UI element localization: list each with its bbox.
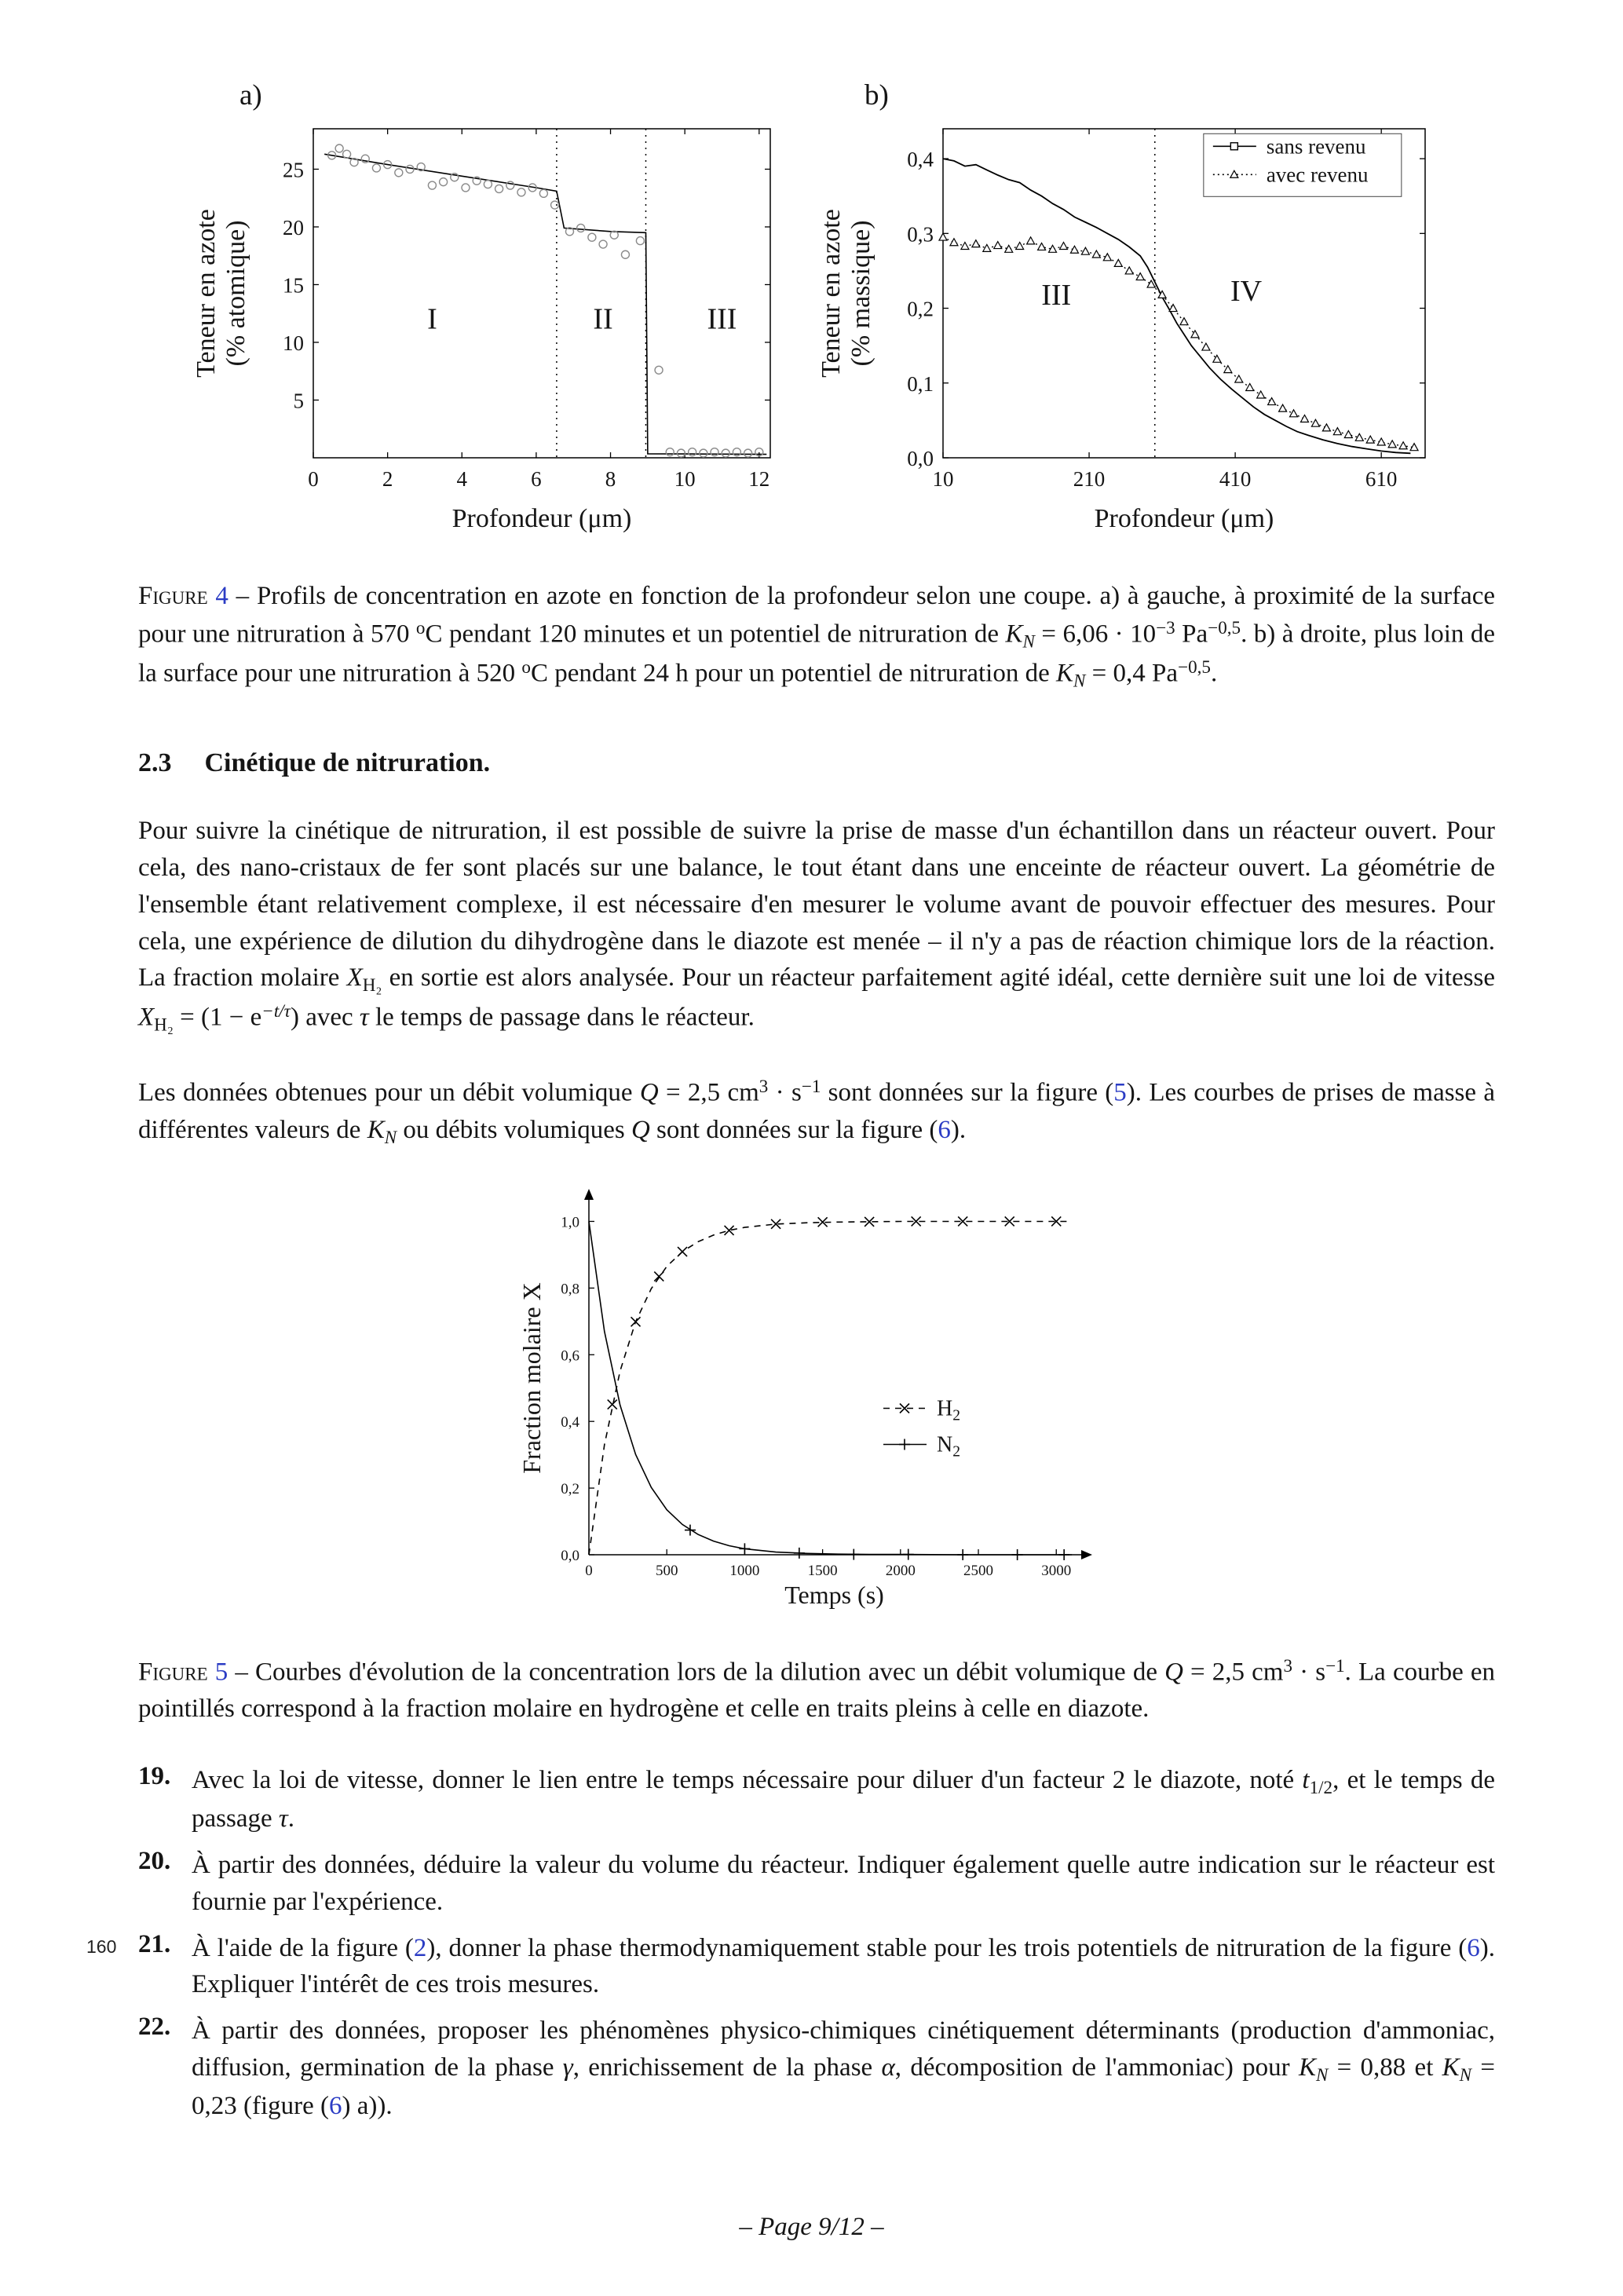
text-segment: α [881,2053,895,2082]
text-segment: K [1005,620,1023,649]
svg-text:500: 500 [655,1563,678,1580]
text-segment: = 6,06 · 10 [1034,620,1157,649]
question-text [192,1847,1495,1921]
text-segment: ) avec [290,1003,360,1032]
text-segment: Figure [138,1658,208,1687]
text-segment: – Profils de concentration en azote en fonction de la profondeur selon une coupe. a) à gauche, à proximité de la surface pour une nitruration à 570 [138,582,1496,649]
svg-text:8: 8 [605,467,616,491]
svg-text:IV: IV [1230,275,1263,309]
text-segment: γ [562,2053,573,2082]
svg-text:Profondeur (μm): Profondeur (μm) [1094,504,1274,533]
chart-svg [510,1178,1123,1618]
question-text [192,1930,1495,2004]
text-segment: o [415,616,426,638]
svg-text:0,0: 0,0 [907,447,934,470]
svg-text:0,2: 0,2 [907,297,934,321]
page-footer [0,2213,1623,2242]
svg-text:4: 4 [456,467,468,491]
text-segment: Q [1164,1658,1183,1687]
paragraph-data [138,1073,1495,1150]
svg-text:1500: 1500 [807,1563,838,1580]
text-segment: N [384,1126,397,1147]
question-22 [138,2013,1495,2124]
chart-svg [194,115,783,543]
svg-text:15: 15 [283,273,304,298]
questions-list [86,1762,1495,2124]
question-number: 19. [138,1762,171,1791]
svg-text:210: 210 [1073,467,1106,491]
text-segment: = (1 − e [173,1003,262,1032]
text-segment: C pendant 120 minutes et un potentiel de nitruration de [425,620,1006,649]
paragraph-kinetics [138,813,1495,1037]
figure4-panel-b [819,79,1439,550]
text-segment: . [287,1804,294,1834]
text-segment: Les données obtenues pour un débit volumique [138,1078,640,1107]
text-segment: −0,5 [1208,616,1241,638]
figure4-caption [138,578,1495,693]
text-segment: N [1022,631,1035,652]
svg-text:610: 610 [1365,467,1398,491]
svg-text:5: 5 [293,389,304,413]
svg-text:avec revenu: avec revenu [1266,163,1369,187]
text-segment: 3 [758,1076,769,1097]
question-21 [86,1929,1495,2004]
svg-text:1000: 1000 [729,1563,760,1580]
text-segment: ). Les courbes de prises de masse à différentes valeurs de [138,1078,1496,1144]
svg-text:Profondeur (μm): Profondeur (μm) [451,504,632,533]
text-segment: −0,5 [1178,656,1211,677]
svg-text:3000: 3000 [1041,1563,1072,1580]
text-segment: 1/2 [1309,1777,1333,1798]
text-segment: K [1056,659,1074,688]
svg-text:Teneur en azote: Teneur en azote [194,209,221,378]
text-segment: À partir des données, déduire la valeur du volume du réacteur. Indiquer également quelle autre indication sur le réacteur est fournie par l'expérience. [192,1850,1495,1916]
question-number: 20. [138,1846,171,1875]
text-segment: = 0,23 (figure ( [192,2053,1495,2120]
text-segment: sont données sur la figure ( [821,1078,1114,1107]
svg-text:0,1: 0,1 [907,371,934,396]
svg-text:20: 20 [283,215,304,239]
svg-text:10: 10 [283,331,304,355]
text-segment: o [521,656,531,677]
svg-text:0,2: 0,2 [561,1481,579,1498]
svg-text:(% massique): (% massique) [846,220,875,367]
svg-text:0,6: 0,6 [561,1347,579,1365]
text-segment: −1 [1325,1655,1345,1676]
text-segment: À l'aide de la figure ( [192,1933,414,1962]
text-segment: K [1298,2053,1316,2082]
figure4-label-b: b) [865,79,889,112]
text-segment: ). [950,1115,967,1144]
svg-text:0,4: 0,4 [561,1414,579,1431]
svg-text:10: 10 [674,467,696,491]
figure4-chart-a [194,115,783,550]
text-segment: · s [768,1078,802,1107]
text-segment: – Courbes d'évolution de la concentration lors de la dilution avec un débit volumique de [228,1658,1165,1687]
text-segment: −1 [801,1076,821,1097]
figure-ref-link[interactable]: 6 [329,2091,342,2120]
section-heading [138,748,1495,778]
text-segment: Q [631,1115,650,1144]
text-segment: , et le temps de passage [192,1766,1495,1834]
figure4-chart-b [819,115,1439,550]
figure-ref-link[interactable]: 5 [214,1658,228,1687]
text-segment: 3 [1283,1655,1293,1676]
text-segment: , enrichissement de la phase [572,2053,882,2082]
section-title: Cinétique de nitruration. [204,748,491,778]
figure-ref-link[interactable]: 5 [1113,1078,1127,1107]
chart-svg [819,115,1439,543]
section-number: 2.3 [138,748,172,778]
text-segment: . b) à droite, plus loin de la surface pour une nitruration à 520 [138,620,1495,688]
text-segment: en sortie est alors analysée. Pour un réacteur parfaitement agité idéal, cette dernière suit une loi de vitesse [382,963,1496,993]
svg-text:III: III [707,302,737,336]
text-segment: À partir des données, proposer les phénomènes physico-chimiques cinétiquement déterminants (production d'ammoniac, diffusion, germination de la phase [192,2016,1495,2082]
figure5-chart [510,1178,1123,1625]
svg-text:(% atomique): (% atomique) [221,220,250,367]
svg-text:12: 12 [748,467,770,491]
svg-text:III: III [1041,278,1072,312]
text-segment: Pa [1175,620,1208,649]
line-number: 160 [86,1936,117,1957]
svg-text:2000: 2000 [885,1563,916,1580]
svg-text:410: 410 [1219,467,1252,491]
text-segment: X [346,963,363,993]
text-segment [208,582,216,610]
svg-text:2500: 2500 [963,1563,994,1580]
text-segment: H₂ [362,974,382,996]
svg-text:2: 2 [382,467,393,491]
svg-text:0: 0 [585,1563,593,1580]
svg-text:N2: $N_2$ [937,1432,961,1461]
question-number: 21. [138,1929,171,1958]
text-segment: ) a)). [342,2091,393,2120]
text-segment: sont données sur la figure ( [649,1115,938,1144]
text-segment: −3 [1156,616,1175,638]
svg-text:10: 10 [932,467,954,491]
text-segment: N [1315,2064,1329,2086]
text-segment: ), donner la phase thermodynamiquement stable pour les trois potentiels de nitruration de la figure ( [426,1933,1468,1962]
page-footer-text: – Page 9/12 – [739,2213,884,2241]
text-segment: Q [639,1078,659,1107]
text-segment: = 2,5 cm [1183,1658,1284,1687]
svg-text:Fraction molaire X: Fraction molaire X [517,1282,546,1474]
text-segment: K [367,1115,385,1144]
figure5-caption [138,1653,1495,1727]
svg-text:25: 25 [283,158,304,182]
figure-ref-link[interactable]: 4 [215,582,228,610]
text-segment: Figure [138,582,208,610]
text-segment: . [1210,659,1218,688]
question-20 [138,1847,1495,1921]
svg-text:0: 0 [308,467,319,491]
figure4-panel-a [194,79,783,550]
text-segment [208,1658,215,1687]
text-segment: = 0,88 et [1328,2053,1442,2082]
text-segment: = 2,5 cm [658,1078,759,1107]
question-19 [138,1762,1495,1837]
text-segment: le temps de passage dans le réacteur. [368,1003,755,1032]
page-content [86,0,1496,2134]
text-segment: C pendant 24 h pour un potentiel de nitruration de [530,659,1056,688]
text-segment: N [1073,670,1086,691]
svg-text:0,8: 0,8 [561,1281,579,1298]
svg-text:I: I [427,302,437,336]
figure-ref-link[interactable]: 2 [413,1933,427,1962]
svg-text:0,4: 0,4 [907,148,934,172]
figure-ref-link[interactable]: 6 [938,1115,951,1144]
svg-text:Temps (s): Temps (s) [784,1581,884,1610]
svg-text:Teneur en azote: Teneur en azote [819,209,846,378]
svg-text:II: II [593,302,613,336]
svg-text:0,3: 0,3 [907,222,934,247]
figure4-label-a: a) [239,79,262,112]
text-segment: ). Expliquer l'intérêt de ces trois mesures. [192,1933,1495,1999]
text-segment: . La courbe en pointillés correspond à la fraction molaire en hydrogène et celle en traits pleins à celle en diazote. [138,1658,1495,1724]
text-segment: τ [359,1003,369,1032]
text-segment: , décomposition de l'ammoniac) pour [894,2053,1299,2082]
text-segment: · s [1292,1658,1326,1687]
text-segment: τ [278,1804,288,1834]
text-segment: −t/τ [261,1000,291,1022]
svg-text:H2: $H_2$ [937,1396,961,1424]
question-text [192,2013,1495,2124]
text-segment: H₂ [154,1014,174,1035]
text-segment: K [1442,2053,1460,2082]
question-text [192,1762,1495,1837]
svg-text:6: 6 [531,467,542,491]
text-segment: ou débits volumiques [397,1115,631,1144]
text-segment: N [1459,2064,1472,2086]
text-segment: t [1302,1766,1310,1795]
text-segment: = 0,4 Pa [1085,659,1179,688]
text-segment: X [138,1003,155,1032]
svg-text:0,0: 0,0 [561,1548,579,1565]
question-number: 22. [138,2013,171,2042]
text-segment: Pour suivre la cinétique de nitruration, il est possible de suivre la prise de masse d'un échantillon dans un réacteur ouvert. Pour cela, des nano-cristaux de fer sont placés sur une balance, le tout étant dans une enceinte de réacteur ouvert. La géométrie de l'ensemble étant relativement complexe, il est nécessaire d'en mesurer le volume avant de pouvoir effectuer des mesures. Pour cela, une expérience de dilution du dihydrogène dans le diazote est menée – il n'y a pas de réaction chimique lors de la réaction. La fraction molaire [138,817,1495,993]
figure4 [138,79,1495,550]
svg-text:1,0: 1,0 [561,1214,579,1231]
svg-text:sans revenu: sans revenu [1266,134,1366,159]
text-segment: Avec la loi de vitesse, donner le lien entre le temps nécessaire pour diluer d'un facteur 2 le diazote, noté [192,1766,1303,1795]
figure-ref-link[interactable]: 6 [1467,1933,1480,1962]
